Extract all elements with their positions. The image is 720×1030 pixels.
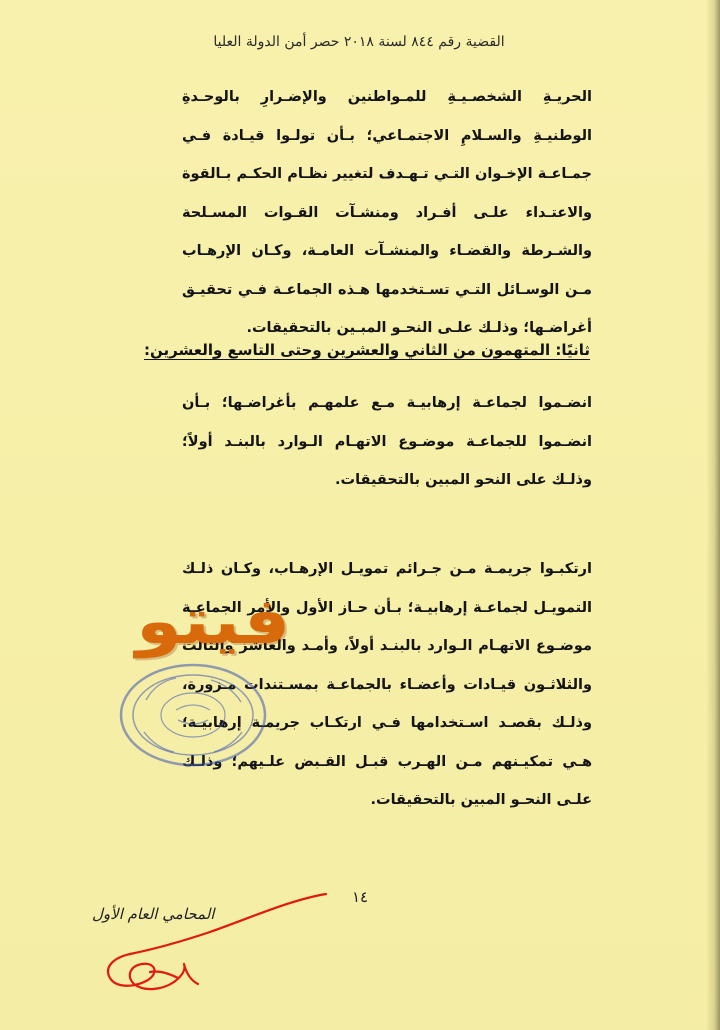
page-number: ١٤ xyxy=(351,888,369,906)
paragraph-charges-financing: ارتكبـوا جريمـة مـن جـرائم تمويـل الإرهـاب، وكـان ذلـك التمويـل لجماعـة إرهابيـة؛ بـأن حـاز الأول والأمر الجماعـة موضـوع الاتهـام الـوارد بالبنـد أولاً، وأمـد والعاشر والثالث والثلاثـون قيـادات وأعضـاء بالجماعـة بمسـتندات مـزورة، وذلـك بقصـد اسـتخدامها فـي ارتكـاب جريمـة إرهابيـة؛ هـي تمكيـنهم مـن الهـرب قبـل القـبض علـيهم؛ وذلـك علـى النحـو المبين بالتحقيقات. xyxy=(182,561,592,808)
official-stamp-icon xyxy=(116,660,270,770)
watermark-logo xyxy=(136,585,291,659)
scan-edge-shadow xyxy=(706,0,720,1030)
paragraph-charges-leadership: الحريـةِ الشخصـيـةِ للمـواطنين والإضـرارِ بالوحـدةِ الوطنيـةِ والسـلامِ الاجتمـاعي؛ بـأن تولـوا قيـادة فـي جمـاعـة الإخـوان التـي تـهـدف لتغيير نظـام الحكـم بـالقوة والاعتـداء علـى أفـراد ومنشـآت القـوات المسـلحة والشـرطة والقضـاء والمنشـآت العامـة، وكـان الإرهـاب مـن الوسـائل التـي تسـتخدمها هـذه الجماعـة فـي تحقيـق أغراضـها؛ وذلـك علـى النحـو المبـين بالتحقيقات. xyxy=(182,89,592,336)
watermark-logo-text: فيتو xyxy=(136,585,291,659)
signature-title: المحامي العام الأول xyxy=(92,905,215,923)
handwritten-signature-icon xyxy=(90,880,330,1010)
paragraph-charges-membership: انضـموا لجماعـة إرهابيـة مـع علمهـم بأغراضـها؛ بـأن انضـموا للجماعـة موضـوع الاتهـام الـوارد بالبنـد أولاً؛ وذلـك على النحو المبين بالتحقيقات. xyxy=(182,395,592,488)
case-header: القضية رقم ٨٤٤ لسنة ٢٠١٨ حصر أمن الدولة العليا xyxy=(213,34,505,50)
heading-second-defendants: ثانيًا: المتهمون من الثاني والعشرين وحتى التاسع والعشرين: xyxy=(144,341,590,359)
